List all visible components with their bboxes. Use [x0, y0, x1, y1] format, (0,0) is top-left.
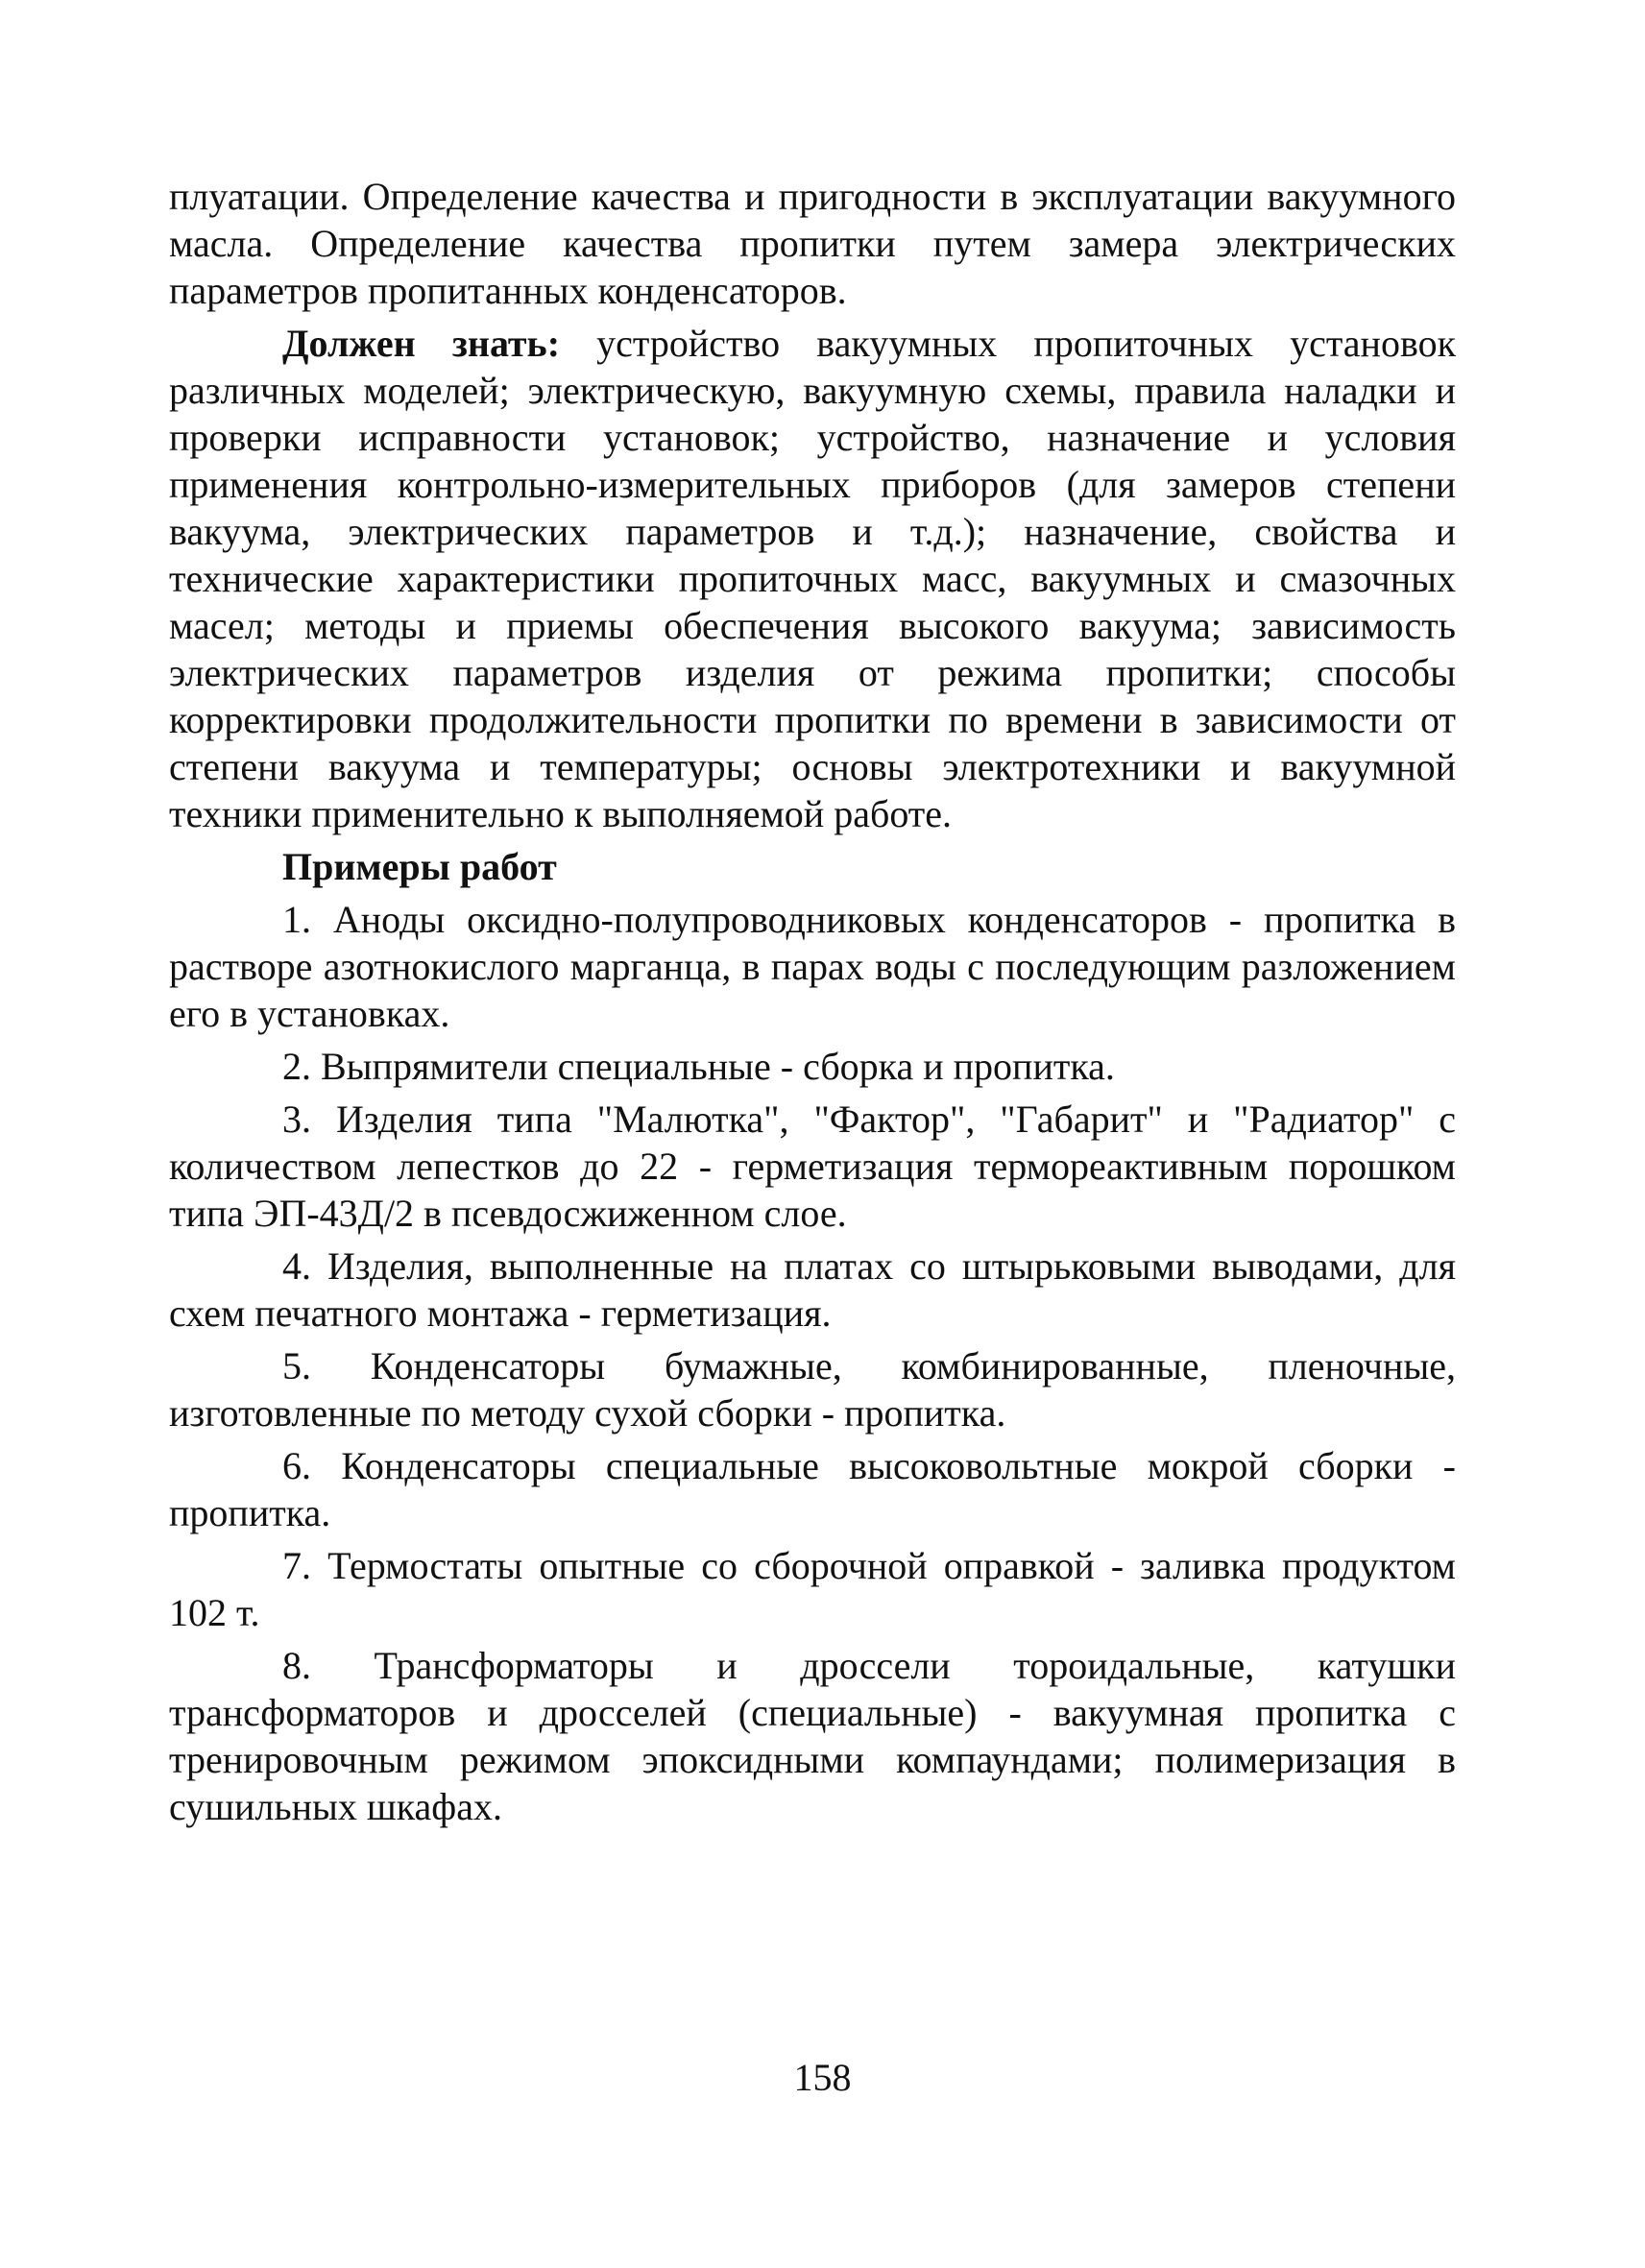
examples-list	[169, 896, 1456, 1830]
example-item-5: 5. Конденсаторы бумажные, комбинированные, пленочные, изготовленные по методу сухой сборки - пропитка.	[169, 1344, 1456, 1435]
examples-heading: Примеры работ	[282, 845, 557, 888]
example-item-7: 7. Термостаты опытные со сборочной оправкой - заливка продуктом 102 т.	[169, 1544, 1456, 1634]
example-item-3: 3. Изделия типа "Малютка", "Фактор", "Габарит" и "Радиатор" с количеством лепестков до 22 - герметизация термореактивным порошком типа ЭП-43Д/2 в псевдосжиженном слое.	[169, 1098, 1456, 1235]
must-know-label: Должен знать:	[282, 322, 561, 365]
example-item-2: 2. Выпрямители специальные - сборка и пропитка.	[282, 1045, 1115, 1088]
document-page	[169, 173, 1456, 1830]
example-item-4: 4. Изделия, выполненные на платах со штырьковыми выводами, для схем печатного монтажа - герметизация.	[169, 1244, 1456, 1335]
example-item-8: 8. Трансформаторы и дроссели тороидальные, катушки трансформаторов и дросселей (специальные) - вакуумная пропитка с тренировочным режимом эпоксидными компаундами; полимеризация в сушильных шкафах.	[169, 1644, 1456, 1828]
example-item-1: 1. Аноды оксидно-полупроводниковых конденсаторов - пропитка в растворе азотнокислого марганца, в парах воды с последующим разложением его в установках.	[169, 898, 1456, 1035]
page-number: 158	[793, 2056, 852, 2099]
must-know-paragraph	[169, 320, 1456, 837]
intro-paragraph: плуатации. Определение качества и пригодности в эксплуатации вакуумного масла. Определение качества пропитки путем замера электрических параметров пропитанных конденсаторов.	[169, 175, 1456, 312]
must-know-text: устройство вакуумных пропиточных установок различных моделей; электрическую, вакуумную схемы, правила наладки и проверки исправности установок; устройство, назначение и условия применения контрольно-измерительных приборов (для замеров степени вакуума, электрических параметров и т.д.); назначение, свойства и технические характеристики пропиточных масс, вакуумных и смазочных масел; методы и приемы обеспечения высокого вакуума; зависимость электрических параметров изделия от режима пропитки; способы корректировки продолжительности пропитки по времени в зависимости от степени вакуума и температуры; основы электротехники и вакуумной техники применительно к выполняемой работе.	[169, 322, 1456, 835]
example-item-6: 6. Конденсаторы специальные высоковольтные мокрой сборки - пропитка.	[169, 1444, 1456, 1534]
